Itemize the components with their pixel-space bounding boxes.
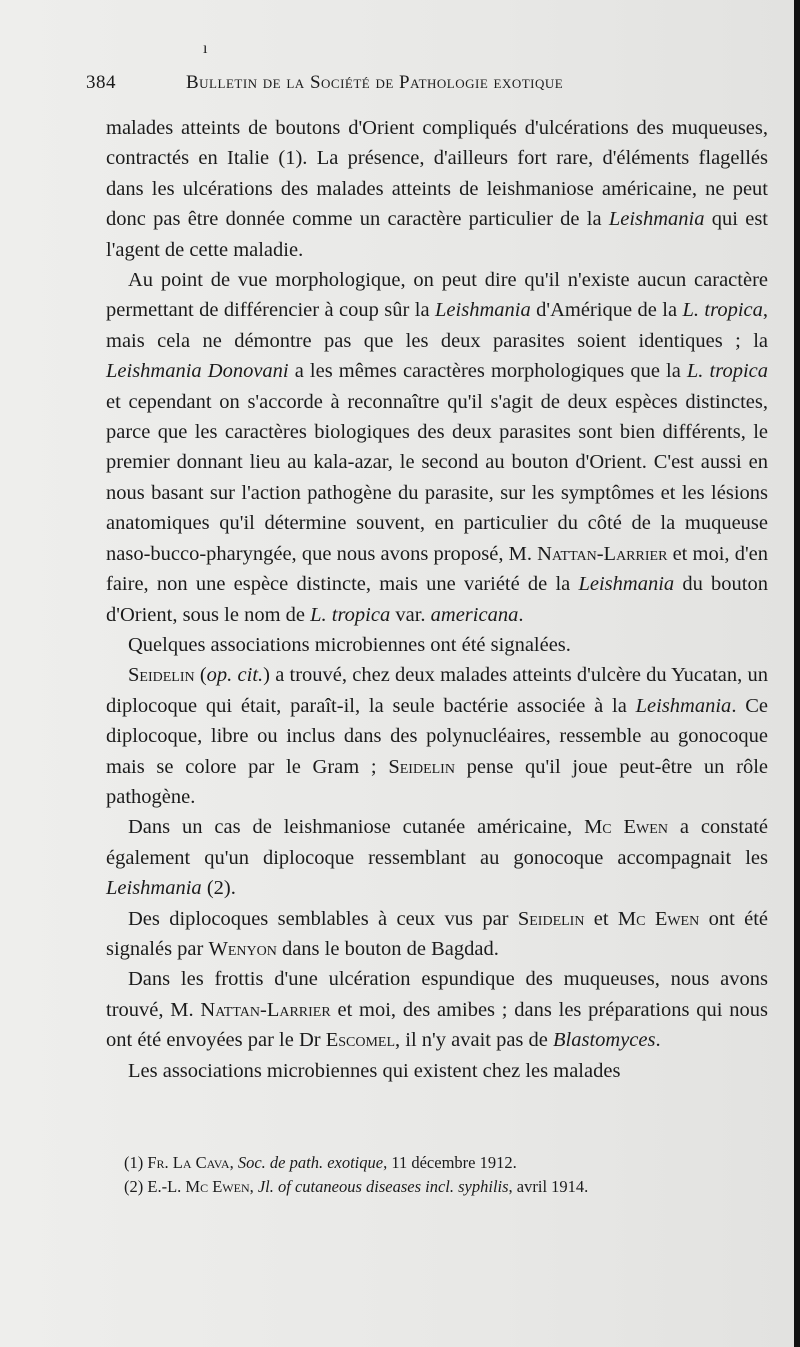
italic-text: op. cit. <box>206 664 264 687</box>
paragraph <box>106 1056 768 1086</box>
author-name: Escomel <box>325 1029 396 1052</box>
italic-text: Leishmania <box>608 208 705 231</box>
text-run: et moi, des amibes ; dans les préparations qui nous ont été envoyées par le Dr <box>106 998 768 1052</box>
text-run: , mais cela ne démontre pas que les deux parasites soient identiques ; la <box>106 299 769 352</box>
footnote <box>124 1175 734 1199</box>
footnotes <box>124 1151 734 1199</box>
text-run: Dans un cas de leishmaniose cutanée américaine, <box>128 816 585 839</box>
running-header <box>86 72 726 94</box>
text-run: pense qu'il joue peut-être un rôle pathogène. <box>106 755 768 808</box>
text-run: , 11 décembre 1912. <box>383 1153 517 1172</box>
text-run: et moi, d'en faire, non une espèce distincte, mais une variété de la <box>106 542 768 596</box>
text-run: , <box>229 1153 238 1172</box>
paragraph <box>106 904 768 965</box>
text-run: ) a trouvé, chez deux malades atteints d'ulcère du Yucatan, un diplocoque qui était, paraît-il, la seule bactérie associée à la <box>106 664 768 717</box>
text-run: a constaté également qu'un diplocoque ressemblant au gonocoque accompagnait les <box>106 816 768 869</box>
text-run: Des diplocoques semblables à ceux vus par <box>128 907 518 930</box>
paragraph <box>106 113 768 265</box>
page-edge-shadow <box>794 0 800 1347</box>
text-run: qui est l'agent de cette maladie. <box>106 208 768 261</box>
text-run: dans le bouton de Bagdad. <box>276 937 499 960</box>
paragraph <box>106 630 768 660</box>
author-name: Mc Ewen <box>185 1177 250 1196</box>
text-run: ont été signalés par <box>106 907 768 960</box>
italic-text: Soc. de path. exotique <box>237 1153 384 1172</box>
italic-text: Leishmania <box>635 694 732 717</box>
body-text <box>106 113 768 1086</box>
author-name: Seidelin <box>517 907 585 930</box>
text-run: et <box>584 907 618 930</box>
text-run: a les mêmes caractères morphologiques que la <box>288 360 687 383</box>
text-run: . Ce diplocoque, libre ou inclus dans des polynucléaires, ressemble au gonocoque mais se colore par le Gram ; <box>106 694 769 778</box>
author-name: Seidelin <box>128 664 195 687</box>
text-run: d'Amérique de la <box>530 299 683 322</box>
italic-text: Jl. of cutaneous diseases incl. syphilis <box>257 1177 509 1196</box>
text-run: ( <box>194 664 207 687</box>
text-run: , avril 1914. <box>508 1177 589 1196</box>
header-mark: ı <box>203 40 208 57</box>
italic-text: L. tropica <box>310 603 391 626</box>
italic-text: Leishmania Donovani <box>106 360 289 383</box>
italic-text: Leishmania <box>435 299 531 322</box>
text-run: (2) E.-L. <box>124 1177 186 1196</box>
author-name: Mc Ewen <box>617 907 700 930</box>
author-name: Nattan-Larrier <box>200 998 331 1021</box>
text-run: et cependant on s'accorde à reconnaître qu'il s'agit de deux espèces distinctes, parce que les caractères biologiques des deux parasites sont bien différents, le premier donnant lieu au kala-azar, le second au bouton d'Orient. C'est aussi en nous basant sur l'action pathogène du parasite, sur les symptômes et les lésions anatomiques qu'il détermine souvent, en particulier du côté de la muqueuse naso-bucco-pharyngée, que nous avons proposé, M. <box>106 390 768 565</box>
italic-text: Leishmania <box>578 573 675 596</box>
text-run: Les associations microbiennes qui existent chez les malades <box>128 1059 621 1082</box>
author-name: Fr. La Cava <box>147 1153 230 1172</box>
author-name: Seidelin <box>388 755 455 778</box>
italic-text: Blastomyces <box>553 1029 656 1052</box>
paragraph <box>106 660 768 812</box>
paragraph <box>106 265 768 630</box>
text-run: , <box>249 1177 258 1196</box>
italic-text: americana <box>430 603 519 626</box>
text-run: Dans les frottis d'une ulcération espundique des muqueuses, nous avons trouvé, M. <box>106 968 768 1021</box>
paragraph <box>106 812 768 903</box>
italic-text: Leishmania <box>106 877 202 900</box>
author-name: Wenyon <box>208 937 277 960</box>
text-run: . <box>518 603 524 626</box>
text-run: Quelques associations microbiennes ont été signalées. <box>128 633 571 656</box>
author-name: Nattan-Larrier <box>537 542 668 565</box>
footnote <box>124 1151 734 1175</box>
text-run: (2). <box>201 877 236 900</box>
running-title: Bulletin de la Société de Pathologie exotique <box>186 72 564 93</box>
page-number: 384 <box>86 72 116 93</box>
text-run: , il n'y avait pas de <box>395 1029 554 1052</box>
text-run: var. <box>390 603 431 626</box>
text-run: . <box>655 1029 661 1052</box>
italic-text: L. tropica <box>682 299 763 322</box>
text-run: (1) <box>124 1153 148 1172</box>
author-name: Mc Ewen <box>584 816 668 839</box>
paragraph <box>106 964 768 1055</box>
text-run: malades atteints de boutons d'Orient compliqués d'ulcérations des muqueuses, contractés en Italie (1). La présence, d'ailleurs fort rare, d'éléments flagellés dans les ulcérations des malades atteints de leishmaniose américaine, ne peut donc pas être donnée comme un caractère particulier de la <box>106 117 768 231</box>
text-run: Au point de vue morphologique, on peut dire qu'il n'existe aucun caractère permettant de différencier à coup sûr la <box>106 269 768 322</box>
text-run: du bouton d'Orient, sous le nom de <box>106 573 769 626</box>
italic-text: L. tropica <box>686 360 768 383</box>
